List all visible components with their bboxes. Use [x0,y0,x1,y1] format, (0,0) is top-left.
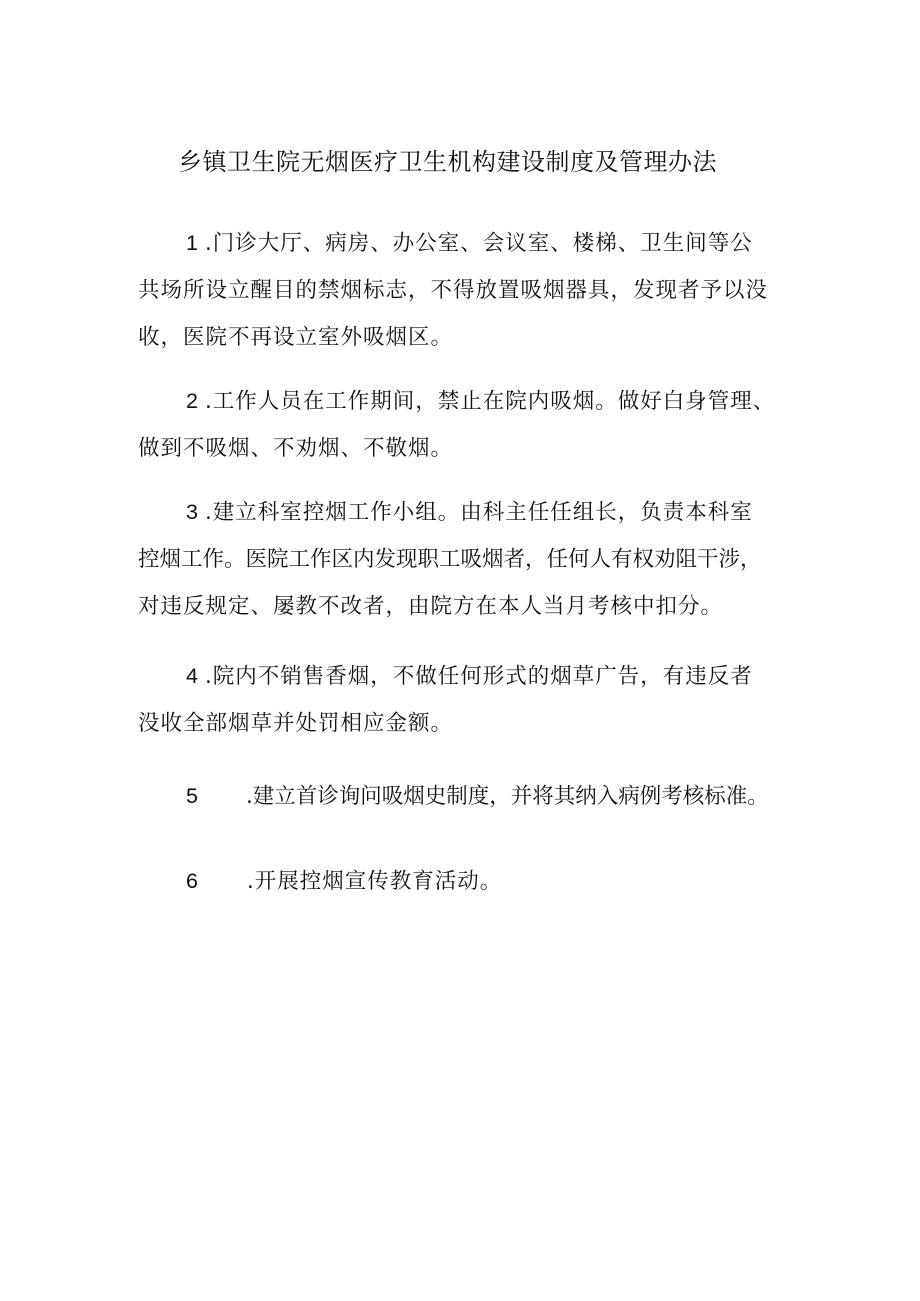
paragraph-text: .院内不销售香烟，不做任何形式的烟草广告，有违反者 [204,664,753,689]
item-number: 3 [186,500,199,524]
paragraph-line [138,858,798,905]
paragraph-line: 控烟工作。医院工作区内发现职工吸烟者，任何人有权劝阻干涉， [138,547,762,572]
paragraph-line: 收，医院不再设立室外吸烟区。 [138,325,454,350]
paragraph-line [138,220,798,267]
paragraph-line [138,378,798,425]
paragraph-text: .工作人员在工作期间，禁止在院内吸烟。做好白身管理、 [204,389,776,414]
paragraph-text: .门诊大厅、病房、办公室、会议室、楼梯、卫生间等公 [204,231,753,256]
paragraph-line [138,653,798,700]
paragraph-text: .建立科室控烟工作小组。由科主任任组长，负责本科室 [204,500,753,525]
paragraph-line: 对违反规定、屡教不改者，由院方在本人当月考核中扣分。 [138,594,724,619]
document-title: 乡镇卫生院无烟医疗卫生机构建设制度及管理办法 [178,148,717,176]
paragraph-item-2 [138,378,798,472]
item-number: 4 [186,664,199,688]
paragraph-item-4 [138,653,798,747]
paragraph-line [138,489,798,536]
paragraph-line [138,773,798,820]
paragraph-item-6 [138,858,798,905]
paragraph-line: 做到不吸烟、不劝烟、不敬烟。 [138,436,454,461]
paragraph-item-3 [138,489,798,630]
item-number: 2 [186,389,199,413]
paragraph-line: 没收全部烟草并处罚相应金额。 [138,711,454,736]
paragraph-item-1 [138,220,798,361]
paragraph-text: .建立首诊询问吸烟史制度，并将其纳入病例考核标准。 [245,784,769,809]
paragraph-text: .开展控烟宣传教育活动。 [246,869,503,894]
item-number: 5 [186,784,198,808]
paragraph-line: 共场所设立醒目的禁烟标志，不得放置吸烟器具，发现者予以没 [138,278,769,303]
item-number: 6 [186,869,199,893]
item-number: 1 [186,231,199,255]
paragraph-item-5 [138,773,798,820]
